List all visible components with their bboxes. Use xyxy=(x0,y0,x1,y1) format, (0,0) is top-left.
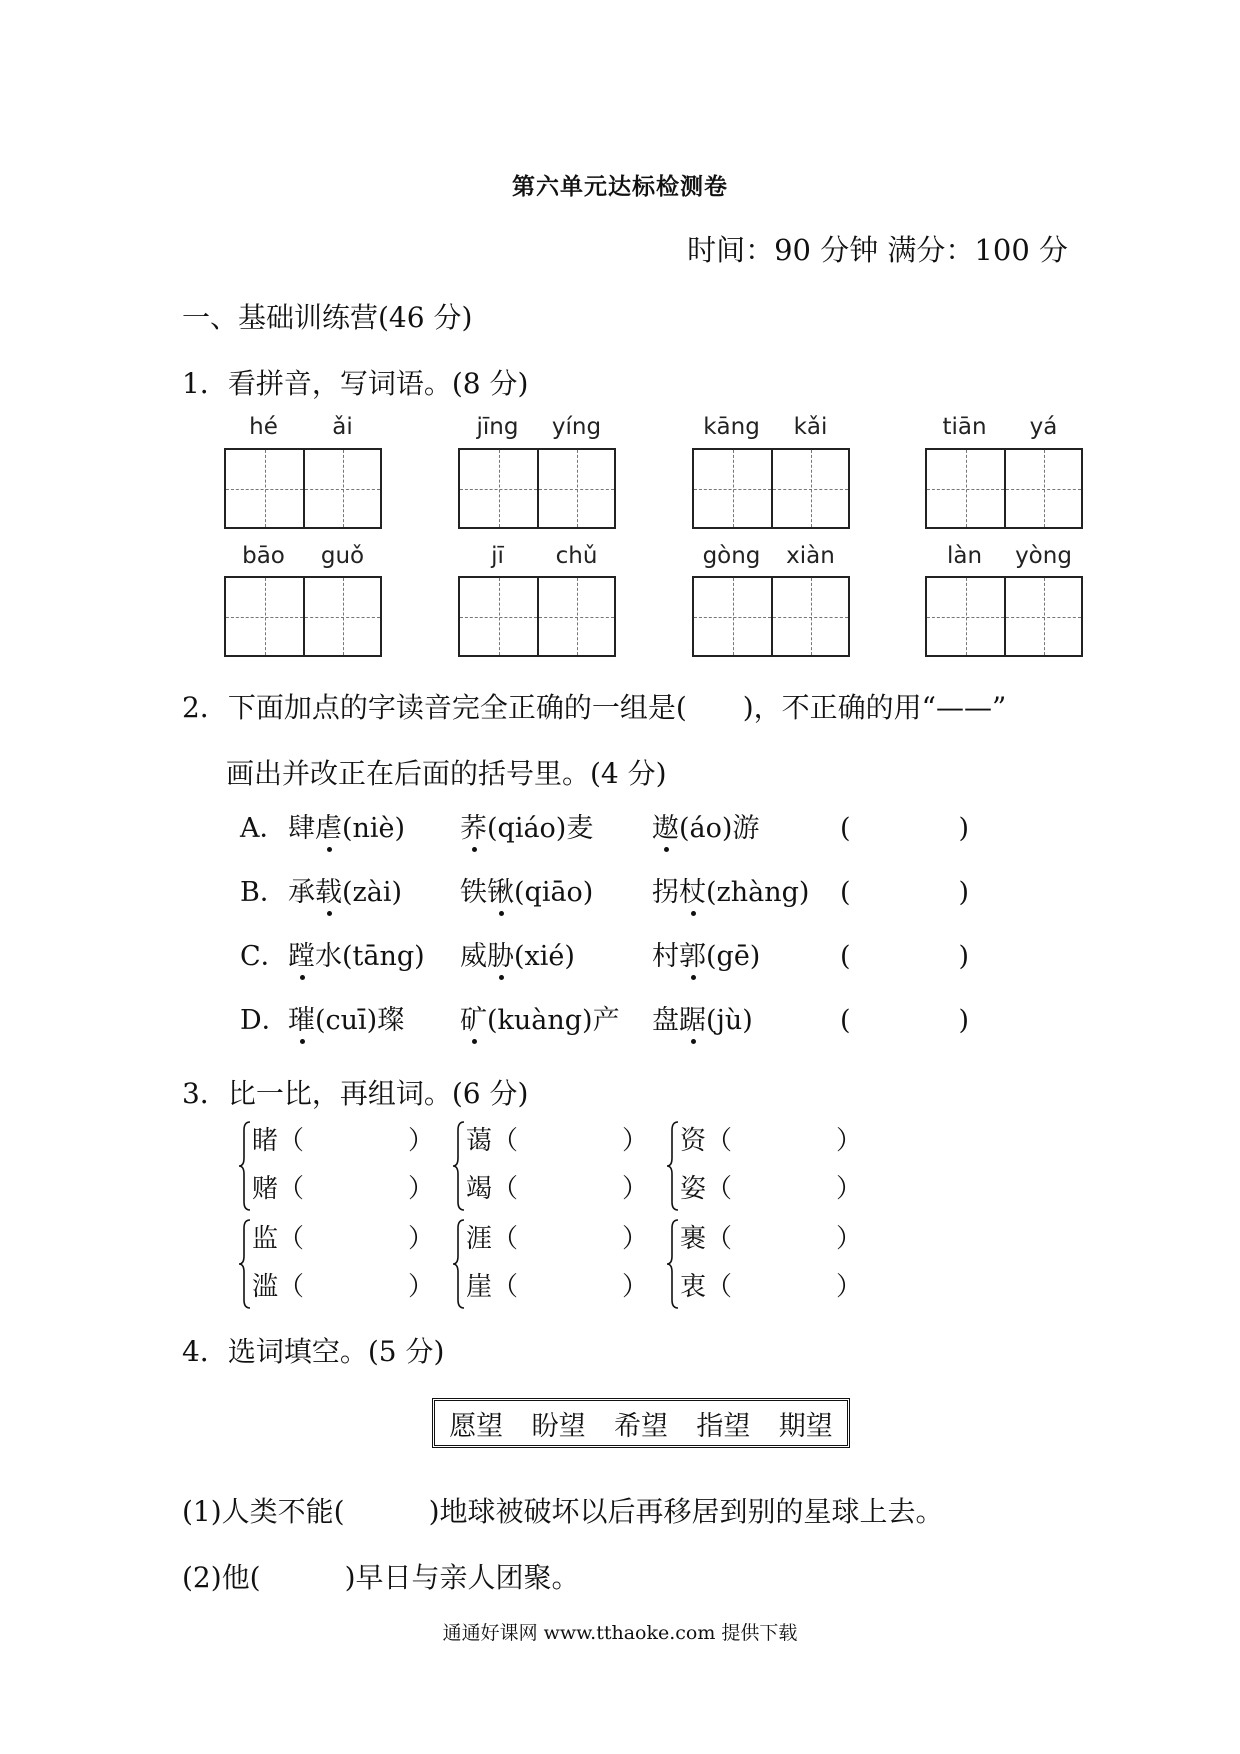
tianzige-cell[interactable] xyxy=(771,450,848,527)
writing-grid[interactable] xyxy=(692,448,850,529)
compare-word-line[interactable]: 监（ ） xyxy=(252,1224,435,1254)
compare-word-line[interactable]: 衷（ ） xyxy=(680,1272,863,1302)
tianzige-cell[interactable] xyxy=(303,578,380,655)
option-word xyxy=(652,870,809,909)
pinyin-pair xyxy=(224,543,382,569)
pinyin-syllable: tiān xyxy=(942,414,987,440)
pinyin-pair xyxy=(458,543,616,569)
writing-grid[interactable] xyxy=(224,448,382,529)
tianzige-cell[interactable] xyxy=(927,450,1004,527)
question-2-stem-line1: 2．下面加点的字读音完全正确的一组是( )，不正确的用“——” xyxy=(182,691,1007,724)
tianzige-cell[interactable] xyxy=(537,450,614,527)
option-word xyxy=(652,998,753,1037)
tianzige-cell[interactable] xyxy=(303,450,380,527)
word-choice-box xyxy=(432,1398,850,1448)
option-word xyxy=(288,806,405,845)
brace-icon xyxy=(452,1216,466,1312)
dotted-character: 遨 xyxy=(652,806,679,845)
tianzige-cell[interactable] xyxy=(537,578,614,655)
option-word xyxy=(288,870,402,909)
tianzige-cell[interactable] xyxy=(1004,578,1081,655)
exam-time-info: 时间：90 分钟 满分：100 分 xyxy=(687,233,1068,267)
pinyin-annotation: (qiáo)麦 xyxy=(487,813,594,844)
word-compare-group xyxy=(666,1216,863,1312)
word-choice: 指望 xyxy=(696,1410,751,1442)
option-label: C． xyxy=(240,941,288,972)
word-choice: 希望 xyxy=(613,1410,668,1442)
compare-word-line[interactable]: 裹（ ） xyxy=(680,1224,863,1254)
tianzige-cell[interactable] xyxy=(226,578,303,655)
word-text: 铁 xyxy=(460,877,487,908)
brace-icon xyxy=(238,1118,252,1214)
pinyin-syllable: jīng xyxy=(476,414,519,440)
option-word xyxy=(460,998,620,1037)
dotted-character: 虐 xyxy=(315,806,342,845)
dotted-character: 矿 xyxy=(460,998,487,1037)
pinyin-syllable: làn xyxy=(946,543,983,569)
pinyin-annotation: (áo)游 xyxy=(679,813,760,844)
pinyin-annotation: (xié) xyxy=(514,941,575,972)
compare-word-line[interactable]: 赌（ ） xyxy=(252,1174,435,1204)
pinyin-pair xyxy=(925,543,1083,569)
pinyin-annotation: (qiāo) xyxy=(514,877,594,908)
tianzige-cell[interactable] xyxy=(694,578,771,655)
dotted-character: 踞 xyxy=(679,998,706,1037)
compare-word-line[interactable]: 睹（ ） xyxy=(252,1126,435,1156)
writing-grid[interactable] xyxy=(925,448,1083,529)
page-title: 第六单元达标检测卷 xyxy=(512,173,728,200)
pinyin-syllable: chǔ xyxy=(555,543,598,569)
dotted-character: 璀 xyxy=(288,998,315,1037)
pinyin-pair xyxy=(458,414,616,440)
pinyin-annotation: (zhàng) xyxy=(706,877,810,908)
word-text: 承 xyxy=(288,877,315,908)
answer-parentheses[interactable]: ( ) xyxy=(840,813,970,844)
pinyin-syllable: xiàn xyxy=(786,543,835,569)
compare-word-line[interactable]: 涯（ ） xyxy=(466,1224,649,1254)
writing-grid[interactable] xyxy=(692,576,850,657)
compare-word-line[interactable]: 姿（ ） xyxy=(680,1174,863,1204)
pinyin-syllable: bāo xyxy=(242,543,285,569)
pinyin-syllable: hé xyxy=(249,414,278,440)
brace-icon xyxy=(238,1216,252,1312)
pinyin-syllable: yòng xyxy=(1015,543,1072,569)
brace-icon xyxy=(666,1118,680,1214)
tianzige-cell[interactable] xyxy=(771,578,848,655)
pinyin-syllable: gòng xyxy=(702,543,761,569)
pinyin-syllable: jī xyxy=(491,543,504,569)
question-4-stem: 4．选词填空。(5 分) xyxy=(182,1335,445,1368)
pinyin-syllable: yá xyxy=(1029,414,1058,440)
option-word xyxy=(460,934,575,973)
compare-word-line[interactable]: 资（ ） xyxy=(680,1126,863,1156)
question-1-stem: 1．看拼音，写词语。(8 分) xyxy=(182,367,529,400)
word-choice: 愿望 xyxy=(449,1410,504,1442)
tianzige-cell[interactable] xyxy=(460,450,537,527)
pinyin-annotation: (cuī)璨 xyxy=(315,1005,405,1036)
brace-icon xyxy=(452,1118,466,1214)
pinyin-annotation: (jù) xyxy=(706,1005,753,1036)
dotted-character: 胁 xyxy=(487,934,514,973)
pinyin-syllable: yíng xyxy=(551,414,602,440)
section-title: 一、基础训练营(46 分) xyxy=(182,301,473,334)
option-word xyxy=(652,806,759,845)
word-compare-group xyxy=(238,1118,435,1214)
tianzige-cell[interactable] xyxy=(694,450,771,527)
option-word xyxy=(288,998,404,1037)
dotted-character: 蹚 xyxy=(288,934,315,973)
option-word xyxy=(460,806,593,845)
pinyin-syllable: ǎi xyxy=(332,414,353,440)
answer-parentheses[interactable]: ( ) xyxy=(840,941,970,972)
compare-word-line[interactable]: 竭（ ） xyxy=(466,1174,649,1204)
option-label: A． xyxy=(240,813,287,844)
option-word xyxy=(460,870,593,909)
option-word xyxy=(652,934,760,973)
word-text: 村 xyxy=(652,941,679,972)
writing-grid[interactable] xyxy=(925,576,1083,657)
word-compare-group xyxy=(666,1118,863,1214)
question-3-stem: 3．比一比，再组词。(6 分) xyxy=(182,1077,529,1110)
tianzige-cell[interactable] xyxy=(927,578,1004,655)
pinyin-annotation: (zài) xyxy=(342,877,403,908)
option-label: B． xyxy=(240,877,287,908)
option-word xyxy=(288,934,425,973)
word-text: 拐 xyxy=(652,877,679,908)
pinyin-annotation: (kuàng)产 xyxy=(487,1005,620,1036)
answer-parentheses[interactable]: ( ) xyxy=(840,877,970,908)
word-text: 威 xyxy=(460,941,487,972)
word-compare-group xyxy=(452,1216,649,1312)
writing-grid[interactable] xyxy=(224,576,382,657)
word-compare-group xyxy=(452,1118,649,1214)
pinyin-syllable: kǎi xyxy=(793,414,828,440)
word-choice: 期望 xyxy=(778,1410,833,1442)
dotted-character: 郭 xyxy=(679,934,706,973)
pinyin-syllable: guǒ xyxy=(320,543,365,569)
dotted-character: 杖 xyxy=(679,870,706,909)
dotted-character: 载 xyxy=(315,870,342,909)
compare-word-line[interactable]: 蔼（ ） xyxy=(466,1126,649,1156)
pinyin-pair xyxy=(925,414,1083,440)
word-text: 盘 xyxy=(652,1005,679,1036)
pinyin-pair xyxy=(692,414,850,440)
option-label: D． xyxy=(240,1005,289,1036)
tianzige-cell[interactable] xyxy=(460,578,537,655)
question-4-sentence-1: (1)人类不能( )地球被破坏以后再移居到别的星球上去。 xyxy=(182,1495,944,1528)
question-2-stem-line2: 画出并改正在后面的括号里。(4 分) xyxy=(226,757,667,790)
dotted-character: 荞 xyxy=(460,806,487,845)
dotted-character: 锹 xyxy=(487,870,514,909)
compare-word-line[interactable]: 滥（ ） xyxy=(252,1272,435,1302)
writing-grid[interactable] xyxy=(458,576,616,657)
answer-parentheses[interactable]: ( ) xyxy=(840,1005,970,1036)
word-compare-group xyxy=(238,1216,435,1312)
question-4-sentence-2: (2)他( )早日与亲人团聚。 xyxy=(182,1561,580,1594)
pinyin-annotation: 水(tāng) xyxy=(315,941,425,972)
pinyin-annotation: (gē) xyxy=(706,941,761,972)
pinyin-pair xyxy=(224,414,382,440)
word-text: 肆 xyxy=(288,813,315,844)
word-choice: 盼望 xyxy=(531,1410,586,1442)
tianzige-cell[interactable] xyxy=(1004,450,1081,527)
writing-grid[interactable] xyxy=(458,448,616,529)
compare-word-line[interactable]: 崖（ ） xyxy=(466,1272,649,1302)
pinyin-annotation: (niè) xyxy=(342,813,406,844)
pinyin-pair xyxy=(692,543,850,569)
pinyin-syllable: kāng xyxy=(703,414,760,440)
footer-source: 通通好课网 www.tthaoke.com 提供下载 xyxy=(442,1622,798,1644)
brace-icon xyxy=(666,1216,680,1312)
tianzige-cell[interactable] xyxy=(226,450,303,527)
